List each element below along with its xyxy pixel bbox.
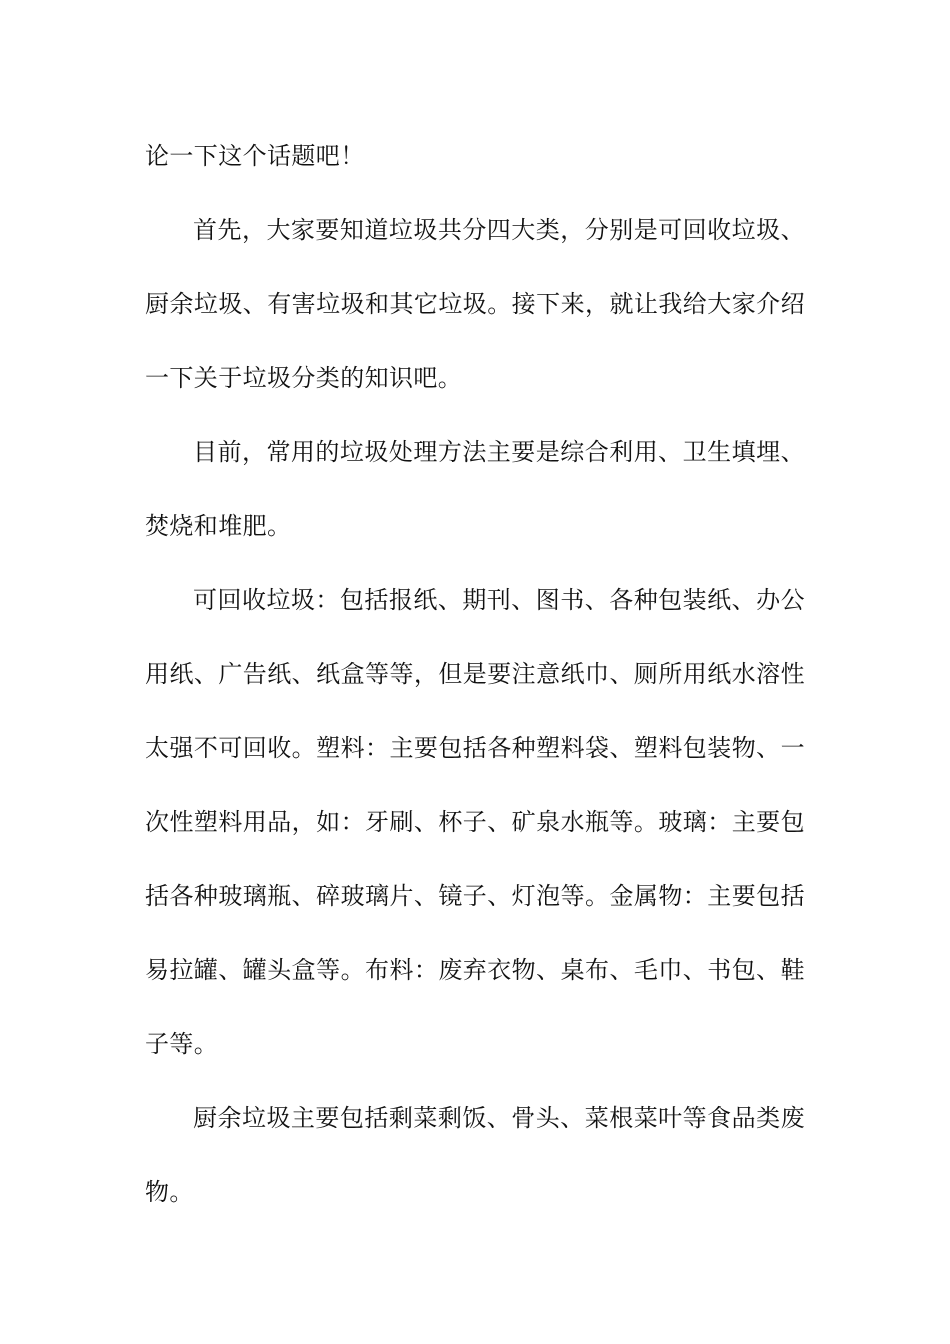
paragraph-disposal-methods: 目前，常用的垃圾处理方法主要是综合利用、卫生填埋、焚烧和堆肥。: [145, 438, 805, 540]
paragraph-kitchen-waste: 厨余垃圾主要包括剩菜剩饭、骨头、菜根菜叶等食品类废物。: [145, 1104, 805, 1206]
document-body: [145, 119, 805, 1229]
paragraph-garbage-categories: 首先，大家要知道垃圾共分四大类，分别是可回收垃圾、厨余垃圾、有害垃圾和其它垃圾。接下来，就让我给大家介绍一下关于垃圾分类的知识吧。: [145, 216, 805, 392]
paragraph-recyclable-waste: 可回收垃圾：包括报纸、期刊、图书、各种包装纸、办公用纸、广告纸、纸盒等等，但是要注意纸巾、厕所用纸水溶性太强不可回收。塑料：主要包括各种塑料袋、塑料包装物、一次性塑料用品，如：牙刷、杯子、矿泉水瓶等。玻璃：主要包括各种玻璃瓶、碎玻璃片、镜子、灯泡等。金属物：主要包括易拉罐、罐头盒等。布料：废弃衣物、桌布、毛巾、书包、鞋子等。: [145, 586, 805, 1058]
paragraph-continuation: 论一下这个话题吧！: [145, 142, 365, 170]
